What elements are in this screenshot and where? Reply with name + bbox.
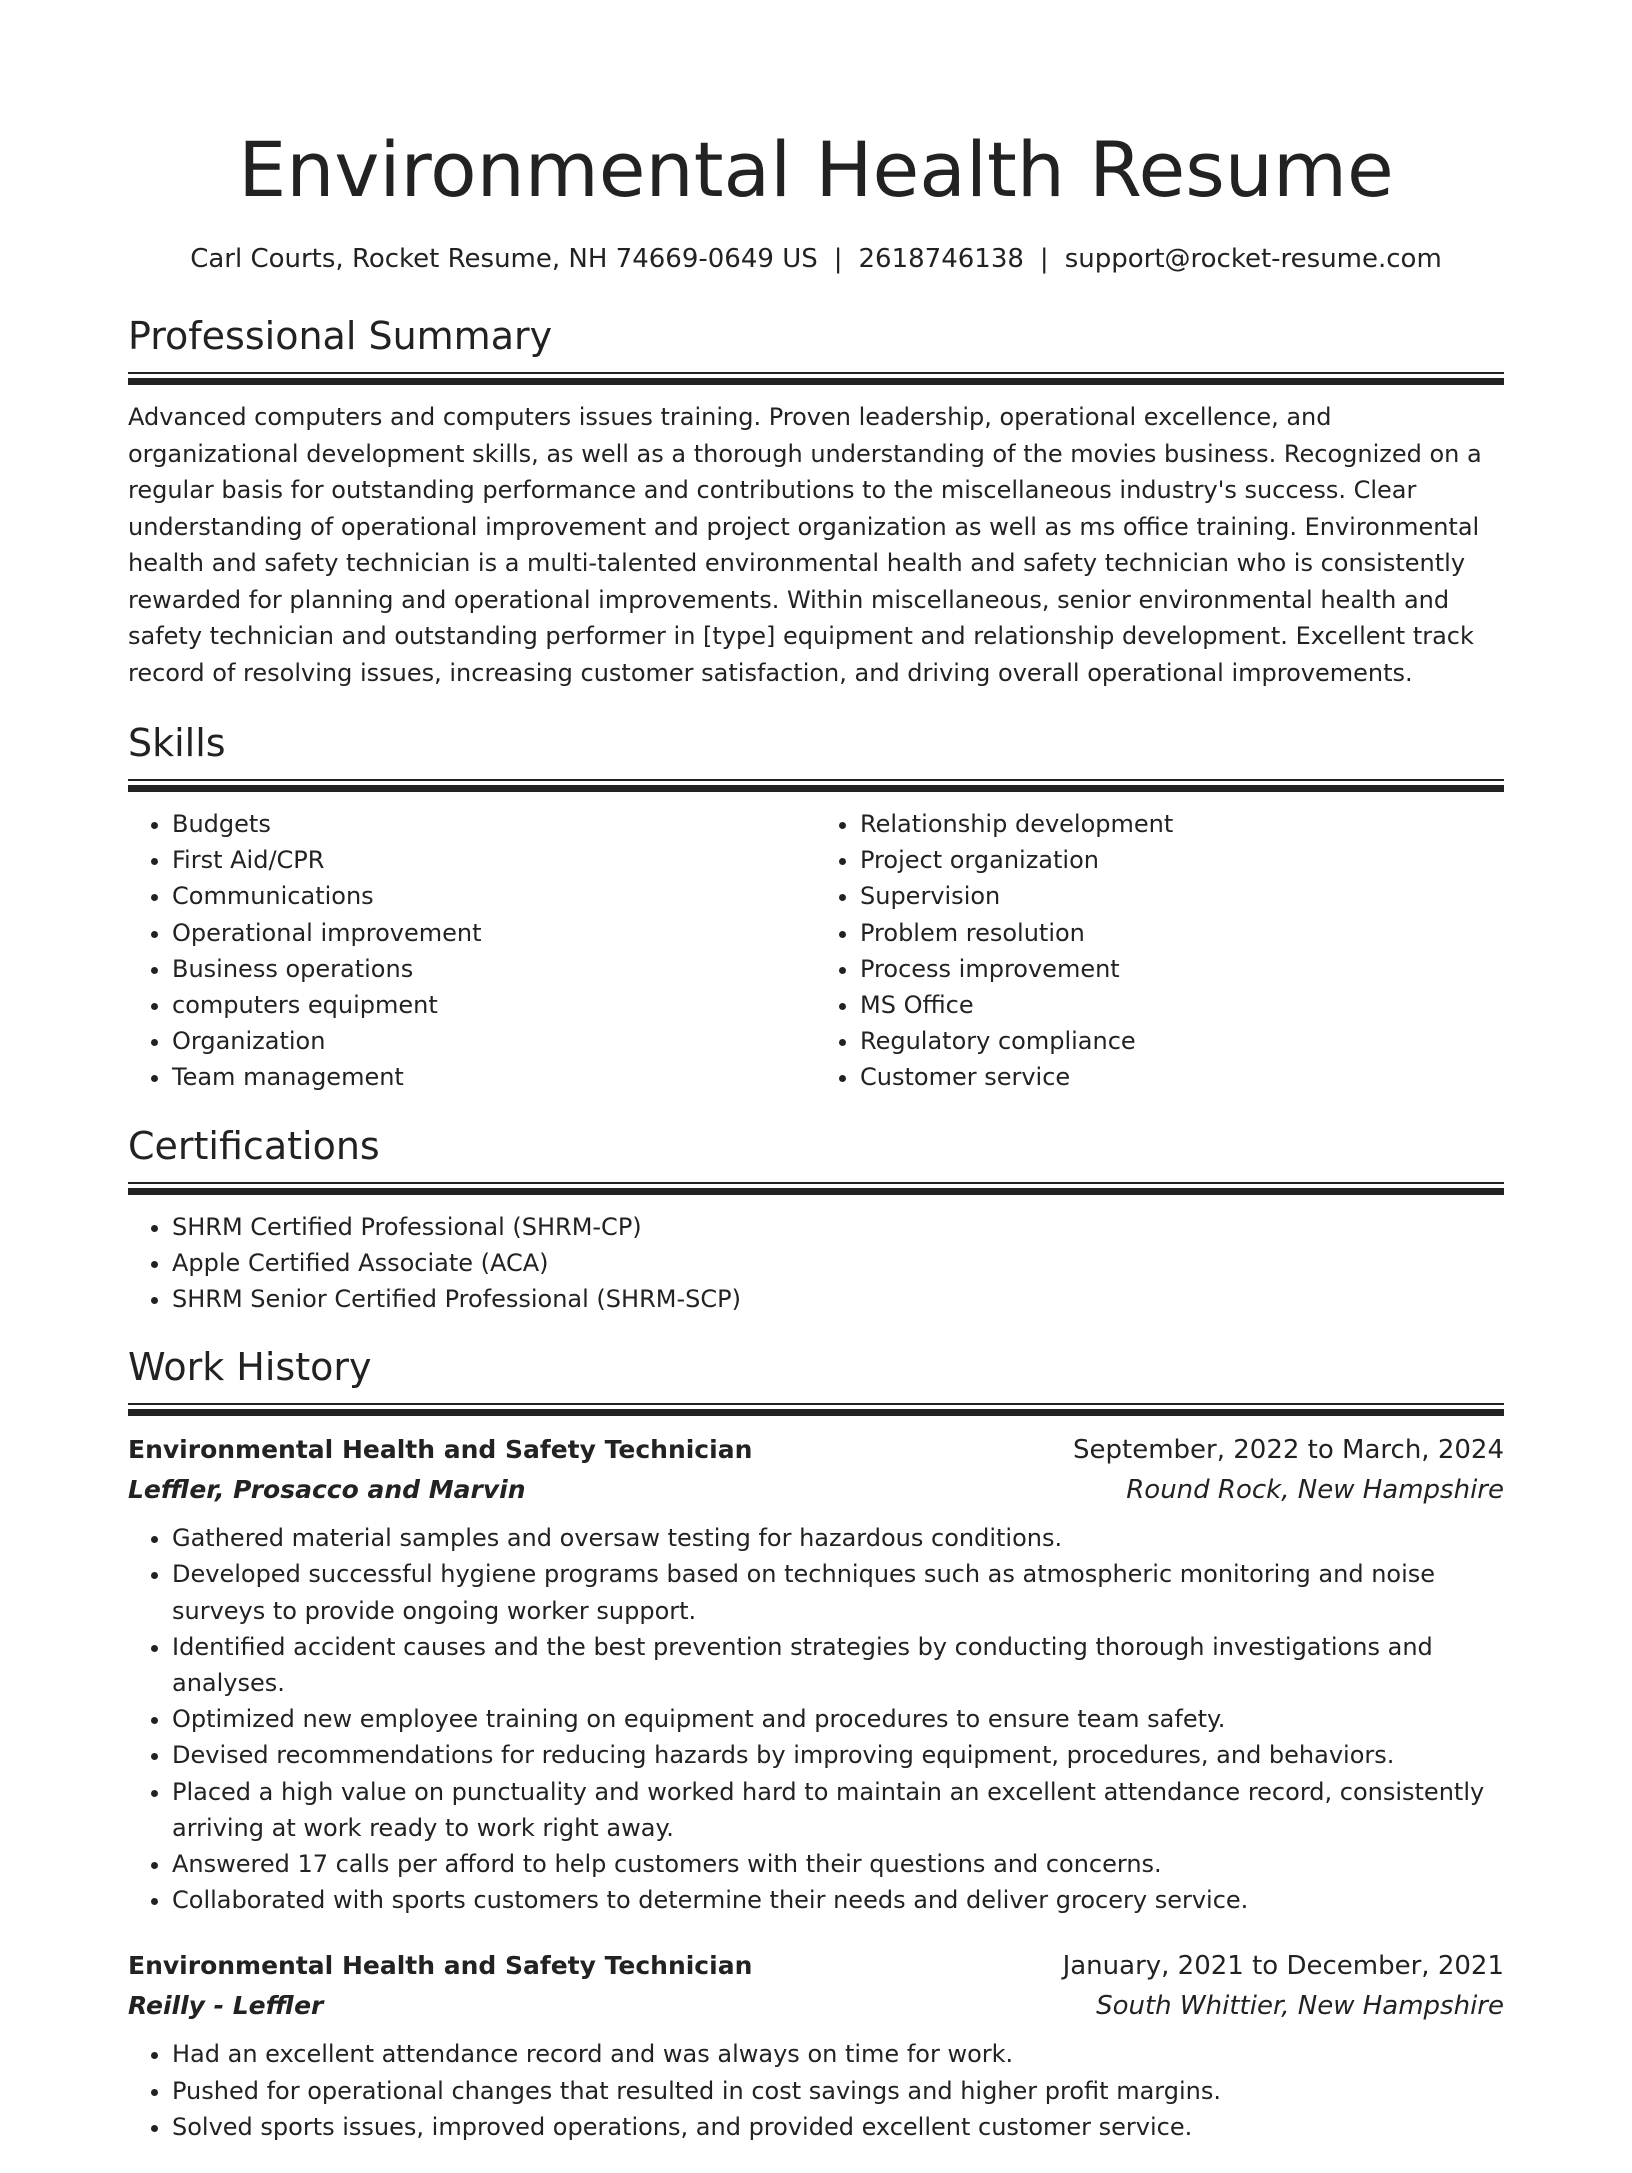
job-entry xyxy=(128,1946,1504,2145)
skill-item: • Business operations xyxy=(172,951,816,987)
skills-list-right xyxy=(816,806,1504,1096)
job-dates: September, 2022 to March, 2024 xyxy=(1073,1435,1504,1466)
skills-list-left xyxy=(128,806,816,1096)
certification-item: • SHRM Senior Certified Professional (SHRM-SCP) xyxy=(172,1281,1504,1317)
skill-item: • Regulatory compliance xyxy=(860,1023,1504,1059)
certifications-list xyxy=(128,1209,1504,1318)
skills-section xyxy=(128,719,1504,1096)
certification-item: • Apple Certified Associate (ACA) xyxy=(172,1245,1504,1281)
job-location: Round Rock, New Hampshire xyxy=(1126,1475,1504,1506)
skill-item: • Communications xyxy=(172,878,816,914)
contact-phone: 2618746138 xyxy=(858,244,1024,274)
skill-item: • Project organization xyxy=(860,842,1504,878)
resume-title: Environmental Health Resume xyxy=(238,125,1394,214)
skill-item: • Relationship development xyxy=(860,806,1504,842)
contact-address: Carl Courts, Rocket Resume, NH 74669-0649 US xyxy=(190,244,818,274)
section-divider xyxy=(128,779,1504,792)
work-history-heading: Work History xyxy=(128,1345,372,1390)
job-title: Environmental Health and Safety Technician xyxy=(128,1951,753,1981)
contact-email[interactable]: support@rocket-resume.com xyxy=(1064,244,1442,274)
work-history-section xyxy=(128,1343,1504,2145)
contact-separator: | xyxy=(833,244,843,274)
skill-item: • First Aid/CPR xyxy=(172,842,816,878)
job-header-row xyxy=(128,1946,1504,1986)
skill-item: • Problem resolution xyxy=(860,915,1504,951)
job-location: South Whittier, New Hampshire xyxy=(1096,1991,1504,2022)
job-duty: • Optimized new employee training on equipment and procedures to ensure team safety. xyxy=(172,1701,1504,1737)
job-title: Environmental Health and Safety Technician xyxy=(128,1435,753,1465)
job-dates: January, 2021 to December, 2021 xyxy=(1062,1951,1504,1982)
skill-item: • Operational improvement xyxy=(172,915,816,951)
job-duty: • Collaborated with sports customers to determine their needs and deliver grocery service. xyxy=(172,1882,1504,1918)
job-header-row xyxy=(128,1430,1504,1470)
job-duty: • Answered 17 calls per afford to help customers with their questions and concerns. xyxy=(172,1846,1504,1882)
skill-item: • Supervision xyxy=(860,878,1504,914)
skill-item: • Team management xyxy=(172,1059,816,1095)
skills-grid xyxy=(128,806,1504,1096)
skill-item: • Budgets xyxy=(172,806,816,842)
job-duty: • Placed a high value on punctuality and worked hard to maintain an excellent attendance record, consistently arriving at work ready to work right away. xyxy=(172,1774,1504,1846)
certifications-section xyxy=(128,1122,1504,1318)
summary-section xyxy=(128,312,1504,691)
section-divider xyxy=(128,372,1504,385)
resume-page xyxy=(128,0,1504,2173)
contact-separator: | xyxy=(1039,244,1049,274)
job-duty: • Developed successful hygiene programs based on techniques such as atmospheric monitoring and noise surveys to provide ongoing worker support. xyxy=(172,1556,1504,1628)
skill-item: • Process improvement xyxy=(860,951,1504,987)
summary-heading: Professional Summary xyxy=(128,314,553,358)
job-duty: • Gathered material samples and oversaw testing for hazardous conditions. xyxy=(172,1520,1504,1556)
section-divider xyxy=(128,1182,1504,1195)
job-duties-list xyxy=(128,1520,1504,1918)
job-company: Reilly - Leffler xyxy=(128,1991,324,2021)
job-duty: • Devised recommendations for reducing hazards by improving equipment, procedures, and behaviors. xyxy=(172,1737,1504,1773)
contact-line xyxy=(128,242,1504,276)
job-entry xyxy=(128,1430,1504,1918)
job-duty: • Pushed for operational changes that resulted in cost savings and higher profit margins. xyxy=(172,2073,1504,2109)
job-company-row xyxy=(128,1470,1504,1510)
skill-item: • Customer service xyxy=(860,1059,1504,1095)
certifications-heading: Certifications xyxy=(128,1123,380,1168)
certification-item: • SHRM Certified Professional (SHRM-CP) xyxy=(172,1209,1504,1245)
skills-heading: Skills xyxy=(128,721,226,765)
job-duties-list xyxy=(128,2036,1504,2145)
job-company: Leffler, Prosacco and Marvin xyxy=(128,1475,526,1505)
job-company-row xyxy=(128,1986,1504,2026)
summary-text: Advanced computers and computers issues training. Proven leadership, operational excellence, and organizational development skills, as well as a thorough understanding of the movies business. Recognized on a regular basis for outstanding performance and contributions to the miscellaneous industry's success. Clear understanding of operational improvement and project organization as well as ms office training. Environmental health and safety technician is a multi-talented environmental health and safety technician who is consistently rewarded for planning and operational improvements. Within miscellaneous, senior environmental health and safety technician and outstanding performer in [type] equipment and relationship development. Excellent track record of resolving issues, increasing customer satisfaction, and driving overall operational improvements. xyxy=(128,403,1482,687)
job-duty: • Solved sports issues, improved operations, and provided excellent customer service. xyxy=(172,2109,1504,2145)
skill-item: • computers equipment xyxy=(172,987,816,1023)
job-duty: • Identified accident causes and the best prevention strategies by conducting thorough investigations and analyses. xyxy=(172,1629,1504,1701)
section-divider xyxy=(128,1403,1504,1416)
skill-item: • MS Office xyxy=(860,987,1504,1023)
job-duty: • Had an excellent attendance record and was always on time for work. xyxy=(172,2036,1504,2072)
skill-item: • Organization xyxy=(172,1023,816,1059)
